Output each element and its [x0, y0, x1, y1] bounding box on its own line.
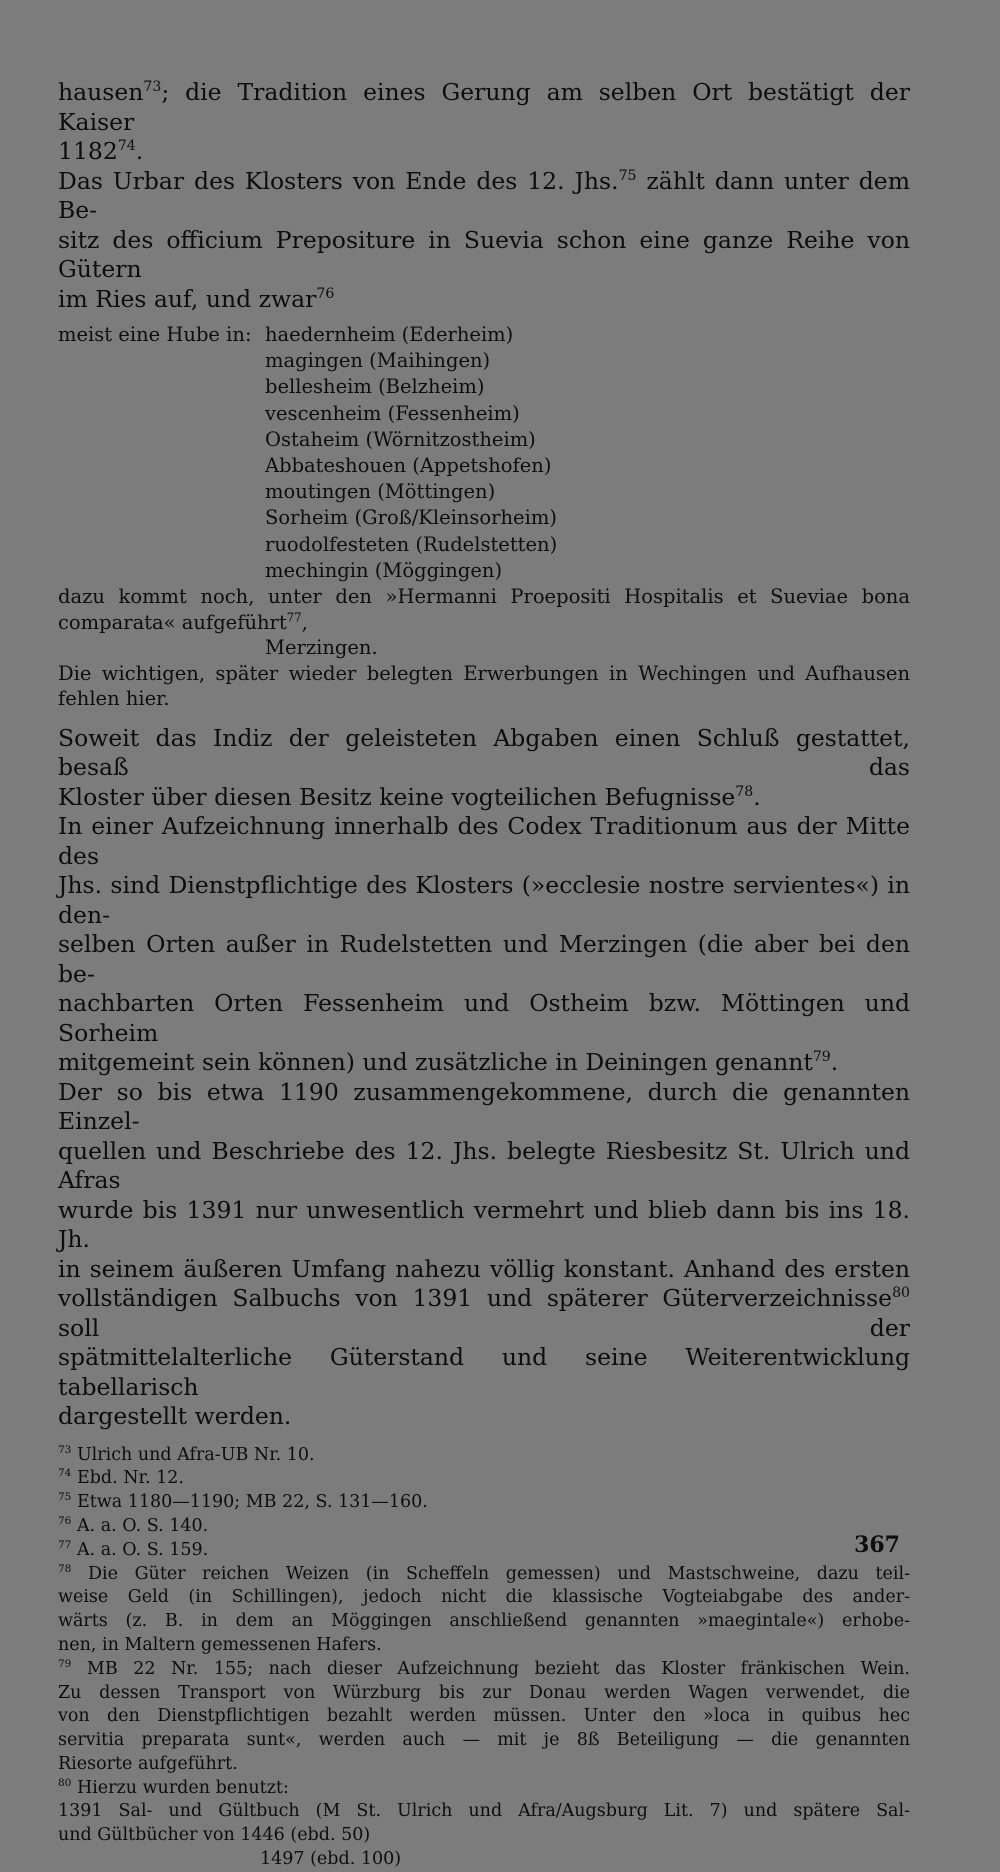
- text-line: hausen$^{73}$; die Tradition eines Gerung am selben Ort bestätigt der Kaiser: [58, 78, 910, 136]
- list-item: moutingen (Möttingen): [265, 480, 496, 504]
- footnote: $^{74}$ Ebd. Nr. 12.: [58, 1467, 184, 1489]
- footnote-line: Zu dessen Transport von Würzburg bis zur Donau werden Wagen verwendet, die: [58, 1682, 910, 1703]
- text-line: comparata« aufgeführt$^{77}$,: [58, 610, 308, 634]
- footnote-number: 76: [58, 1515, 72, 1528]
- footnote-ref[interactable]: 75: [618, 167, 637, 184]
- intro-paragraph: [58, 78, 910, 314]
- text-line: quellen und Beschriebe des 12. Jhs. belegte Riesbesitz St. Ulrich und Afras: [58, 1136, 910, 1195]
- text-line: Jhs. sind Dienstpflichtige des Klosters (»ecclesie nostre servientes«) in den-: [58, 871, 910, 929]
- footnote: $^{76}$ A. a. O. S. 140.: [58, 1515, 209, 1536]
- footnote-line: servitia preparata sunt«, werden auch — mit je 8ß Beteiligung — die genannten: [58, 1730, 910, 1751]
- list-item: ruodolfesteten (Rudelstetten): [265, 532, 558, 556]
- text-line: Der so bis etwa 1190 zusammengekommene, durch die genannten Einzel-: [58, 1077, 910, 1136]
- footnote-ref[interactable]: 76: [316, 285, 335, 302]
- footnote-line: nen, in Maltern gemessenen Hafers.: [58, 1634, 382, 1655]
- text-line: wurde bis 1391 nur unwesentlich vermehrt und blieb dann bis ins 18. Jh.: [58, 1195, 910, 1254]
- footnote-number: 79: [58, 1657, 72, 1670]
- text-line: mitgemeint sein können) und zusätzliche in Deiningen genannt$^{79}$.: [58, 1048, 839, 1077]
- place-list: [58, 322, 910, 712]
- footnote-ref[interactable]: 78: [735, 783, 754, 800]
- footnote-line: weise Geld (in Schillingen), jedoch nicht die klassische Vogteiabgabe des ander-: [58, 1587, 910, 1608]
- footnote-number: 78: [58, 1562, 72, 1575]
- list-lead: meist eine Hube in:: [58, 323, 252, 346]
- text-line: sitz des officium Prepositure in Suevia schon eine ganze Reihe von Gütern: [58, 225, 910, 283]
- list-item: [58, 322, 910, 348]
- footnote-ref[interactable]: 77: [286, 610, 302, 625]
- text-line: im Ries auf, und zwar$^{76}$: [58, 284, 335, 313]
- footnote-line: und Gültbücher von 1446 (ebd. 50): [58, 1825, 371, 1846]
- list-item: magingen (Maihingen): [265, 349, 491, 373]
- list-item: vescenheim (Fessenheim): [265, 401, 520, 425]
- footnote-number: 80: [58, 1776, 72, 1789]
- footnote: $^{73}$ Ulrich und Afra-UB Nr. 10.: [58, 1443, 315, 1465]
- page-body: [58, 78, 910, 1872]
- list-item: Merzingen.: [265, 636, 378, 660]
- footnote: $^{79}$ MB 22 Nr. 155; nach dieser Aufzeichnung bezieht das Kloster fränkischen Wein.: [58, 1657, 910, 1679]
- text-line: Das Urbar des Klosters von Ende des 12. Jhs.$^{75}$ zählt dann unter dem Be-: [58, 166, 911, 224]
- text-line: in seinem äußeren Umfang nahezu völlig konstant. Anhand des ersten: [58, 1254, 910, 1283]
- list-item: Ostaheim (Wörnitzostheim): [265, 427, 536, 451]
- text-line: selben Orten außer in Rudelstetten und Merzingen (die aber bei den be-: [58, 930, 910, 988]
- footnote: $^{77}$ A. a. O. S. 159.: [58, 1538, 209, 1560]
- footnote-ref[interactable]: 74: [117, 138, 136, 155]
- footnote-ref[interactable]: 79: [812, 1049, 831, 1066]
- footnote-number: 75: [58, 1491, 72, 1504]
- footnote-ref[interactable]: 80: [892, 1285, 910, 1302]
- text-line: dargestellt werden.: [58, 1402, 292, 1431]
- list-item: Abbateshouen (Appetshofen): [265, 454, 552, 478]
- footnote-number: 74: [58, 1467, 72, 1480]
- footnote-line: 1497 (ebd. 100): [260, 1849, 402, 1870]
- text-line: nachbarten Orten Fessenheim und Ostheim bzw. Möttingen und Sorheim: [58, 989, 910, 1047]
- text-line: Soweit das Indiz der geleisteten Abgaben einen Schluß gestattet, besaß das: [58, 723, 910, 782]
- text-line: In einer Aufzeichnung innerhalb des Codex Traditionum aus der Mitte des: [58, 812, 910, 870]
- footnote-line: Riesorte aufgeführt.: [58, 1753, 238, 1774]
- main-paragraphs: [58, 724, 910, 1432]
- text-line: 1182$^{74}$.: [58, 137, 144, 165]
- footnote-line: von den Dienstpflichtigen bezahlt werden müssen. Unter den »loca in quibus hec: [58, 1706, 910, 1727]
- footnote-line: 1391 Sal- und Gültbuch (M St. Ulrich und Afra/Augsburg Lit. 7) und spätere Sal-: [58, 1801, 910, 1822]
- footnote-number: 73: [58, 1443, 72, 1456]
- page-number: 367: [854, 1532, 900, 1558]
- footnotes: [58, 1444, 910, 1872]
- text-line: fehlen hier.: [58, 687, 170, 711]
- text-line: dazu kommt noch, unter den »Hermanni Proepositi Hospitalis et Sueviae bona: [58, 585, 910, 609]
- text-line: Kloster über diesen Besitz keine vogteilichen Befugnisse$^{78}$.: [58, 782, 761, 811]
- list-item: mechingin (Möggingen): [265, 558, 503, 582]
- footnote-ref[interactable]: 73: [143, 79, 162, 96]
- text-line: Die wichtigen, später wieder belegten Erwerbungen in Wechingen und Aufhausen: [58, 661, 910, 685]
- footnote: $^{75}$ Etwa 1180—1190; MB 22, S. 131—160.: [58, 1491, 428, 1513]
- text-line: vollständigen Salbuchs von 1391 und späterer Güterverzeichnisse$^{80}$ soll der: [58, 1284, 910, 1342]
- list-item: bellesheim (Belzheim): [265, 375, 485, 399]
- text-line: spätmittelalterliche Güterstand und seine Weiterentwicklung tabellarisch: [58, 1343, 910, 1401]
- footnote: $^{78}$ Die Güter reichen Weizen (in Scheffeln gemessen) und Mastschweine, dazu teil-: [58, 1562, 910, 1584]
- footnote-number: 77: [58, 1538, 72, 1551]
- footnote-line: wärts (z. B. in dem an Möggingen anschließend genannten »maegintale«) erhobe-: [58, 1611, 910, 1632]
- footnote: $^{80}$ Hierzu wurden benutzt:: [58, 1776, 289, 1798]
- list-item: Sorheim (Groß/Kleinsorheim): [265, 506, 557, 530]
- place-name: haedernheim (Ederheim): [265, 323, 514, 346]
